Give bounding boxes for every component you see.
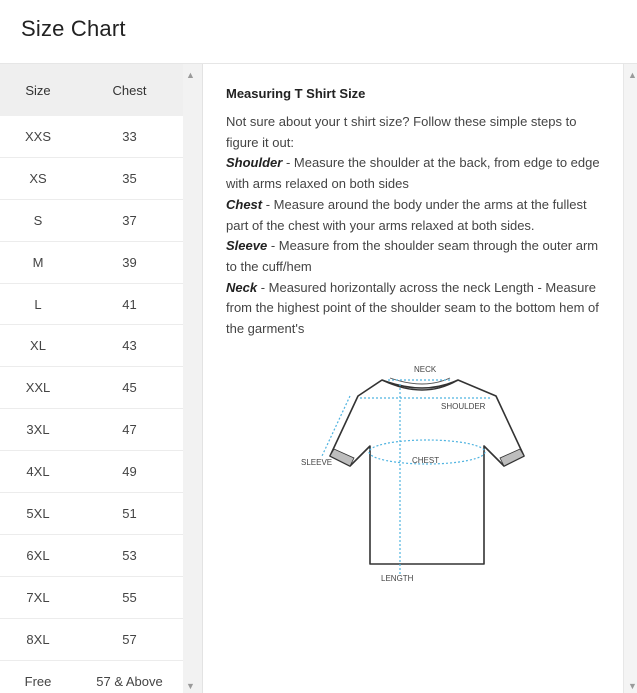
guide-scrollbar[interactable] [623,64,637,693]
page-title: Size Chart [21,16,126,41]
guide-description: - Measure from the shoulder seam through the outer arm to the cuff/hem [226,238,599,274]
size-cell: M [32,254,44,270]
table-body [0,116,183,693]
size-table-panel[interactable] [0,64,203,693]
guide-term: Shoulder [226,155,283,171]
guide-description: - Measure the shoulder at the back, from edge to edge with arms relaxed on both sides [226,155,600,192]
triangle-up-icon[interactable]: ▲ [186,70,195,80]
guide-text [226,112,606,340]
size-cell: XS [29,170,47,186]
table-row [0,242,183,284]
guide-description: - Measure around the body under the arms at the fullest part of the chest with your arms relaxed at both sides. [226,196,587,233]
tshirt-collar-inner [390,378,450,384]
size-cell: 8XL [26,631,50,647]
column-header-chest: Chest [112,82,147,98]
modal-header [0,0,637,64]
chest-cell: 39 [122,254,137,270]
size-cell: 4XL [26,464,50,480]
label-neck: NECK [414,365,437,374]
guide-item-shoulder [226,153,606,194]
table-row [0,200,183,242]
size-cell: XL [30,338,46,354]
size-cell: 3XL [26,422,50,438]
table-row [0,325,183,367]
table-row [0,409,183,451]
size-cell: XXS [24,128,51,144]
guide-intro: Not sure about your t shirt size? Follow these simple steps to figure it out: [226,114,577,150]
guide-term: Neck [226,279,258,295]
size-cell: 7XL [26,589,50,605]
label-chest: CHEST [412,456,440,465]
table-header [0,64,183,116]
guide-item-neck [226,278,606,340]
guide-description: - Measured horizontally across the neck Length - Measure from the highest point of the shoulder seam to the bottom hem of the garment's [226,279,599,337]
guide-item-chest [226,195,606,236]
table-row [0,493,183,535]
size-cell: L [34,296,42,312]
table-row [0,451,183,493]
table-row [0,577,183,619]
triangle-down-icon[interactable]: ▼ [186,681,195,691]
chest-cell: 49 [122,464,137,480]
guide-term: Sleeve [226,238,268,254]
table-row [0,661,183,693]
size-cell: Free [24,673,52,689]
tshirt-outline [330,380,524,564]
table-row [0,158,183,200]
chest-cell: 37 [122,212,137,228]
label-shoulder: SHOULDER [441,402,486,411]
chest-cell: 51 [122,505,137,521]
triangle-down-icon[interactable]: ▼ [628,681,637,691]
size-table [0,64,183,693]
size-cell: S [33,212,43,228]
chest-cell: 57 & Above [96,673,163,689]
label-length: LENGTH [381,574,414,583]
label-sleeve: SLEEVE [301,458,333,467]
guide-term: Chest [226,196,263,212]
guide-item-sleeve [226,236,606,277]
chest-cell: 55 [122,589,137,605]
table-row [0,619,183,661]
table-row [0,535,183,577]
chest-cell: 57 [122,631,137,647]
chest-cell: 45 [122,380,137,396]
size-cell: 6XL [26,547,50,563]
chest-cell: 33 [122,128,137,144]
triangle-up-icon[interactable]: ▲ [628,70,637,80]
table-row [0,116,183,158]
size-cell: XXL [25,380,51,396]
chest-cell: 43 [122,338,137,354]
chest-cell: 53 [122,547,137,563]
size-cell: 5XL [26,505,50,521]
chest-cell: 47 [122,422,137,438]
column-header-size: Size [25,82,51,98]
table-row [0,367,183,409]
guide-heading: Measuring T Shirt Size [226,86,366,101]
chest-cell: 35 [122,170,137,186]
tshirt-diagram [300,360,530,590]
chest-cell: 41 [122,296,137,312]
table-row [0,284,183,326]
measurement-guide [226,86,606,340]
